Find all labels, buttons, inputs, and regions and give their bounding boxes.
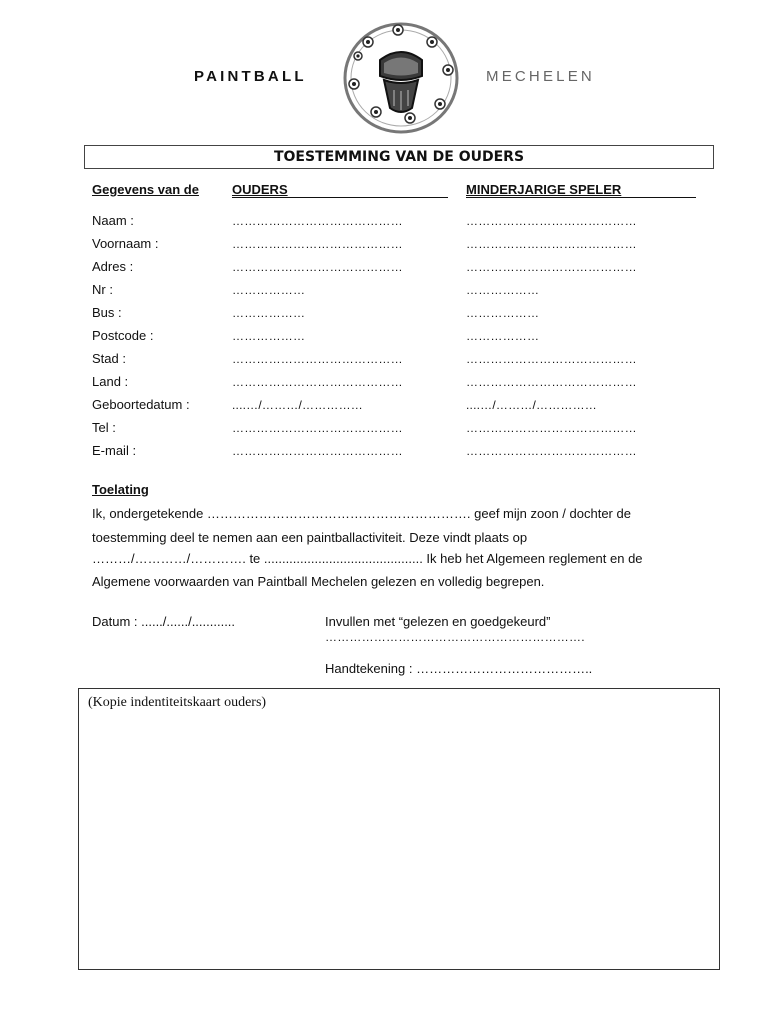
field-label-nr: Nr : [92, 282, 113, 297]
column-header-parents-line [232, 197, 448, 198]
field-minor-nr[interactable]: ……………… [466, 283, 540, 297]
permission-line-4: Algemene voorwaarden van Paintball Mechelen gelezen en volledig begrepen. [92, 574, 545, 589]
field-parents-postcode[interactable]: ……………… [232, 329, 306, 343]
field-label-postcode: Postcode : [92, 328, 154, 343]
field-label-geboortedatum: Geboortedatum : [92, 397, 190, 412]
field-parents-nr[interactable]: ……………… [232, 283, 306, 297]
column-header-minor: MINDERJARIGE SPELER [466, 182, 622, 197]
field-parents-bus[interactable]: ……………… [232, 306, 306, 320]
field-parents-stad[interactable]: …………………………………… [232, 352, 403, 366]
brand-name-left: PAINTBALL [194, 68, 307, 85]
field-label-adres: Adres : [92, 259, 134, 274]
field-parents-geboortedatum[interactable]: ....…/………/…………… [232, 398, 364, 412]
field-parents-voornaam[interactable]: …………………………………… [232, 237, 403, 251]
field-minor-naam[interactable]: …………………………………… [466, 214, 637, 228]
form-title: TOESTEMMING VAN DE OUDERS [84, 145, 714, 169]
permission-line-3: ………/…………/…………. te ............................................ Ik heb het Algemeen reglement en de [92, 551, 643, 566]
field-minor-land[interactable]: …………………………………… [466, 375, 637, 389]
field-minor-adres[interactable]: …………………………………… [466, 260, 637, 274]
read-approved-field[interactable]: ………………………………………………………. [325, 630, 585, 644]
field-label-tel: Tel : [92, 420, 116, 435]
field-parents-land[interactable]: …………………………………… [232, 375, 403, 389]
column-header-minor-line [466, 197, 696, 198]
field-minor-postcode[interactable]: ……………… [466, 329, 540, 343]
field-minor-voornaam[interactable]: …………………………………… [466, 237, 637, 251]
column-header-details: Gegevens van de [92, 182, 199, 197]
field-parents-naam[interactable]: …………………………………… [232, 214, 403, 228]
brand-name-right: MECHELEN [486, 68, 595, 85]
id-copy-label: (Kopie indentiteitskaart ouders) [88, 695, 267, 710]
field-label-voornaam: Voornaam : [92, 236, 159, 251]
field-label-naam: Naam : [92, 213, 134, 228]
paintball-mask-logo [340, 20, 462, 136]
field-minor-email[interactable]: …………………………………… [466, 444, 637, 458]
field-label-land: Land : [92, 374, 129, 389]
date-field[interactable]: Datum : ....../....../............ [92, 614, 236, 629]
read-approved-label: Invullen met “gelezen en goedgekeurd” [325, 614, 551, 629]
field-label-bus: Bus : [92, 305, 122, 320]
id-copy-box [78, 688, 720, 970]
section-heading-toelating: Toelating [92, 482, 149, 497]
field-label-email: E-mail : [92, 443, 137, 458]
field-minor-stad[interactable]: …………………………………… [466, 352, 637, 366]
permission-line-1: Ik, ondergetekende ……………………………………………………. geef mijn zoon / dochter de [92, 506, 631, 521]
field-minor-bus[interactable]: ……………… [466, 306, 540, 320]
signature-field[interactable]: Handtekening : ………………………………….. [325, 661, 593, 676]
field-label-stad: Stad : [92, 351, 126, 366]
field-parents-tel[interactable]: …………………………………… [232, 421, 403, 435]
permission-line-2: toestemming deel te nemen aan een paintballactiviteit. Deze vindt plaats op [92, 530, 528, 545]
column-header-parents: OUDERS [232, 182, 288, 197]
field-minor-geboortedatum[interactable]: ....…/………/…………… [466, 398, 598, 412]
field-parents-adres[interactable]: …………………………………… [232, 260, 403, 274]
field-minor-tel[interactable]: …………………………………… [466, 421, 637, 435]
field-parents-email[interactable]: …………………………………… [232, 444, 403, 458]
